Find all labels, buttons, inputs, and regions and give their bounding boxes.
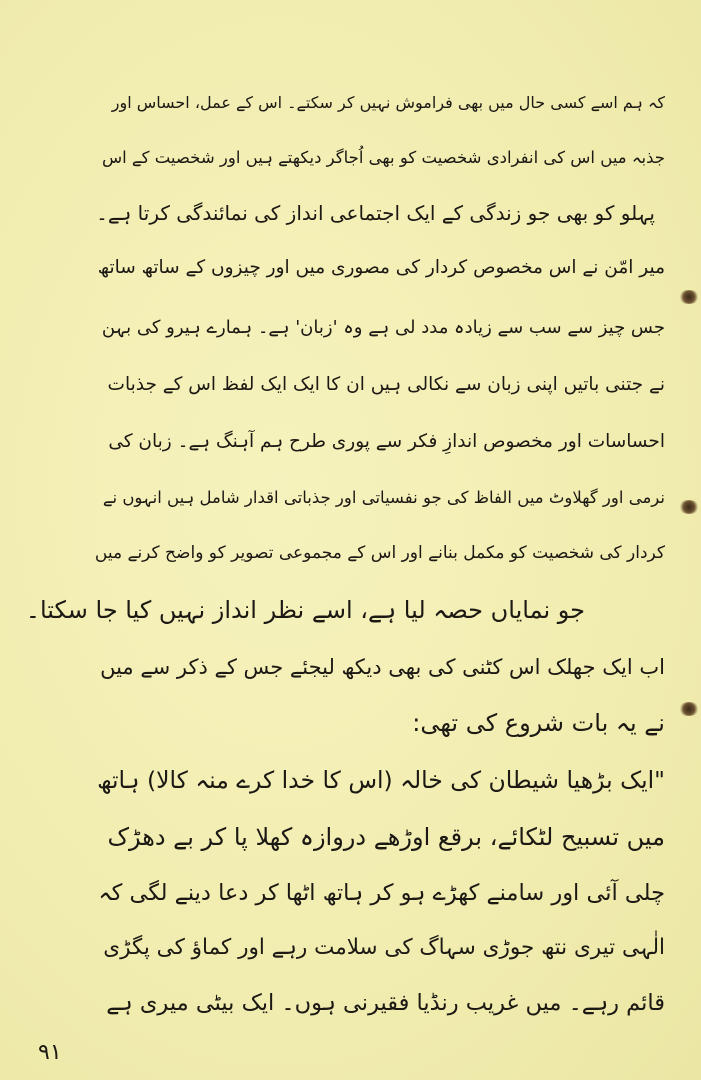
- text-line: کردار کی شخصیت کو مکمل بنانے اور اس کے مجموعی تصویر کو واضح کرنے میں: [94, 543, 665, 563]
- text-line: نے یہ بات شروع کی تھی:: [412, 709, 665, 737]
- text-line: نے جتنی باتیں اپنی زبان سے نکالی ہیں ان کا ایک ایک لفظ اس کے جذبات: [107, 374, 665, 395]
- text-line: جو نمایاں حصہ لیا ہے، اسے نظر انداز نہیں کیا جا سکتا۔: [25, 596, 585, 624]
- text-line: کہ ہم اسے کسی حال میں بھی فراموش نہیں کر سکتے۔ اس کے عمل، احساس اور: [111, 93, 665, 112]
- binding-hole: [679, 290, 699, 304]
- quote-line: الٰہی تیری نتھ جوڑی سہاگ کی سلامت رہے اور کماؤ کی پگڑی: [103, 935, 665, 960]
- quote-line: میں تسبیح لٹکائے، برقع اوڑھے دروازہ کھلا پا کر بے دھڑک: [107, 823, 665, 851]
- text-line: احساسات اور مخصوص اندازِ فکر سے پوری طرح ہم آہنگ ہے۔ زبان کی: [108, 431, 665, 452]
- page-number: ۹۱: [38, 1040, 62, 1065]
- quote-line: قائم رہے۔ میں غریب رنڈیا فقیرنی ہوں۔ ایک بیٹی میری ہے: [106, 990, 665, 1016]
- binding-hole: [679, 702, 699, 716]
- binding-hole: [679, 500, 699, 514]
- text-line: نرمی اور گھلاوٹ میں الفاظ کی جو نفسیاتی اور جذباتی اقدار شامل ہیں انہوں نے: [102, 488, 665, 507]
- quote-line: چلی آئی اور سامنے کھڑے ہو کر ہاتھ اٹھا کر دعا دینے لگی کہ: [98, 880, 665, 906]
- text-line: اب ایک جھلک اس کٹنی کی بھی دیکھ لیجئے جس کے ذکر سے میں: [100, 655, 665, 679]
- text-line: جذبہ میں اس کی انفرادی شخصیت کو بھی اُجاگر دیکھتے ہیں اور شخصیت کے اس: [101, 148, 665, 167]
- quote-line: "ایک بڑھیا شیطان کی خالہ (اس کا خدا کرے منہ کالا) ہاتھ: [97, 766, 665, 794]
- text-line: میر امّن نے اس مخصوص کردار کی مصوری میں اور چیزوں کے ساتھ ساتھ: [97, 257, 665, 278]
- text-line: جس چیز سے سب سے زیادہ مدد لی ہے وہ 'زبان' ہے۔ ہمارے ہیرو کی بہن: [101, 317, 665, 338]
- text-line: پہلو کو بھی جو زندگی کے ایک اجتماعی انداز کی نمائندگی کرتا ہے۔: [96, 201, 655, 225]
